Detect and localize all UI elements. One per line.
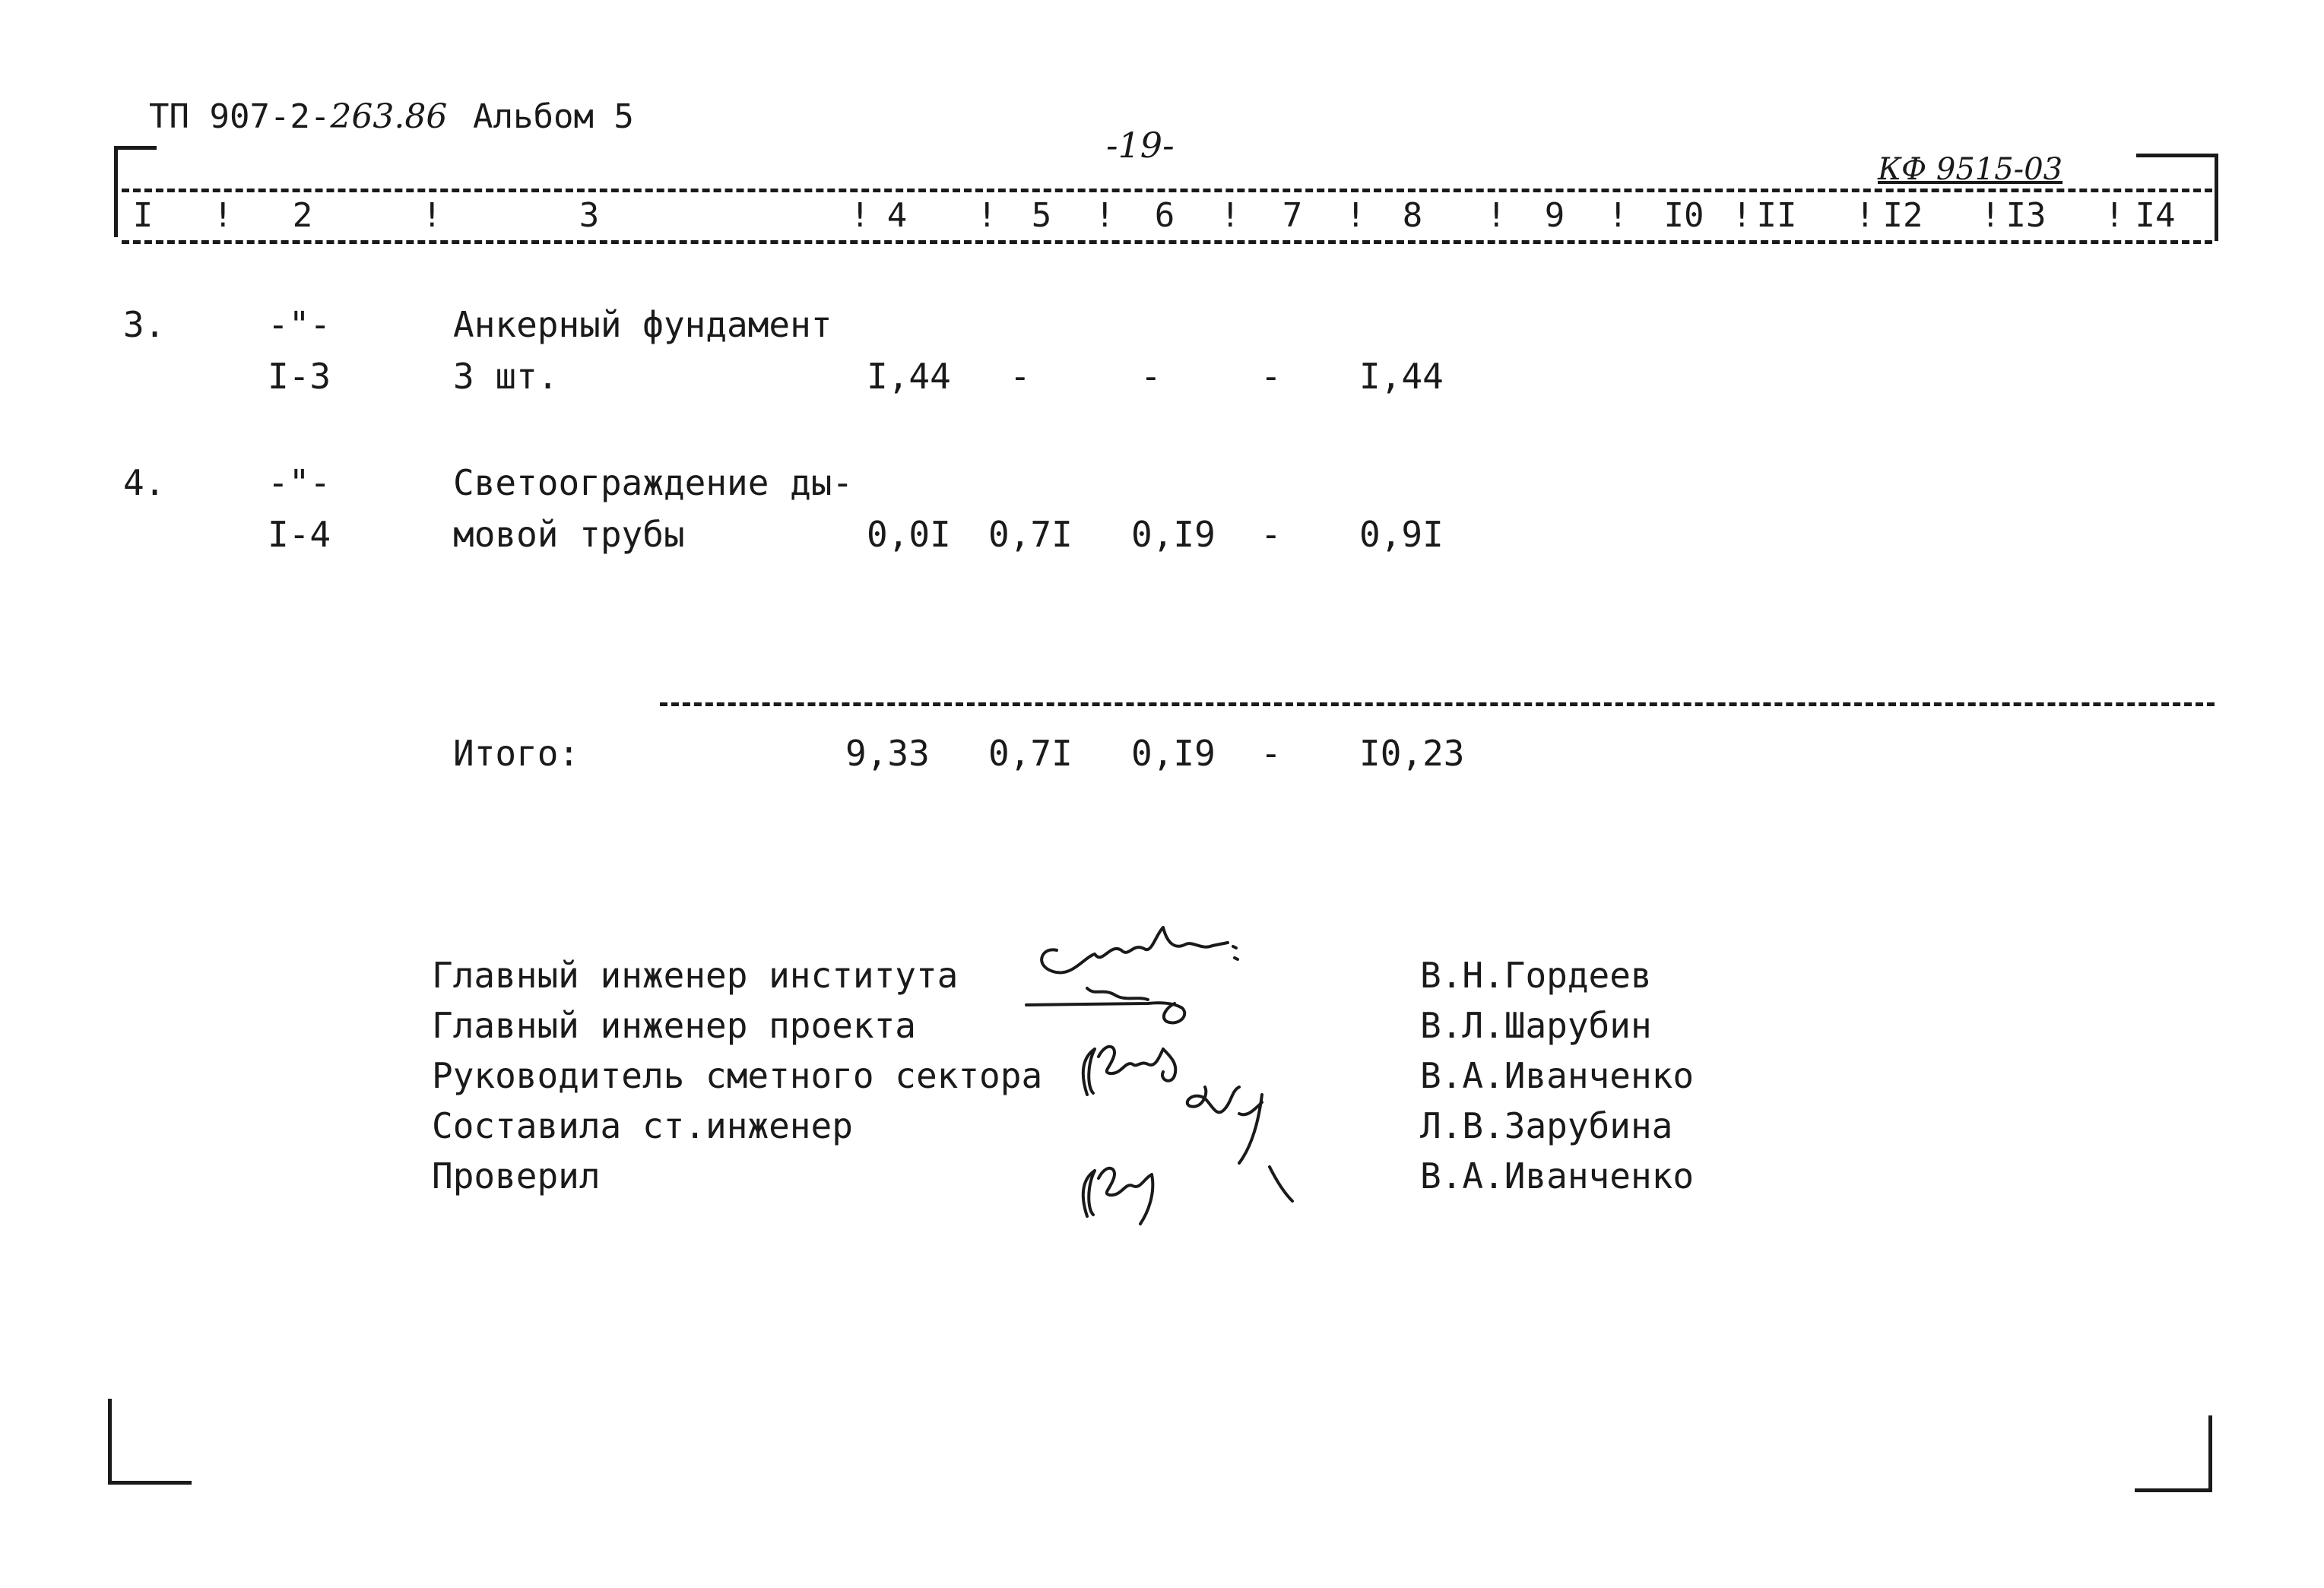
column-separator: ! (422, 196, 442, 235)
signer-role: Проверил (432, 1155, 601, 1197)
total-label: Итого: (453, 733, 580, 774)
frame-bottom-right-horizontal (2135, 1488, 2212, 1492)
column-header: I (132, 196, 154, 235)
signer-name: Л.В.Зарубина (1420, 1105, 1673, 1146)
column-header: 8 (1402, 196, 1423, 235)
column-header: 9 (1544, 196, 1565, 235)
row-description-line2: мовой трубы (453, 514, 685, 555)
cell-col6: - (1140, 356, 1162, 397)
sheet-code: КФ 9515-03 (1878, 152, 2063, 187)
column-separator: ! (1855, 196, 1875, 235)
cell-col4: 0,0I (867, 514, 951, 555)
document-code-handwritten: 263.86 (330, 97, 448, 136)
column-header: II (1756, 196, 1797, 235)
signer-role: Главный инженер проекта (432, 1005, 916, 1046)
cell-col7: - (1260, 514, 1282, 555)
column-separator: ! (1346, 196, 1366, 235)
column-header: I3 (2005, 196, 2047, 235)
total-col7: - (1260, 733, 1282, 774)
column-header: 7 (1282, 196, 1303, 235)
column-separator: ! (1732, 196, 1752, 235)
signer-role: Составила ст.инженер (432, 1105, 853, 1146)
column-separator: ! (213, 196, 233, 235)
frame-bottom-left-vertical (108, 1399, 112, 1484)
cell-col6: 0,I9 (1131, 514, 1216, 555)
cell-col8: 0,9I (1359, 514, 1444, 555)
row-ref: I-4 (268, 514, 331, 555)
column-header: 4 (886, 196, 908, 235)
document-code (149, 97, 447, 136)
frame-bottom-left-horizontal (108, 1481, 192, 1485)
signer-name: В.Н.Гордеев (1420, 955, 1652, 996)
cell-col4: I,44 (867, 356, 951, 397)
column-separator: ! (2104, 196, 2125, 235)
row-number: 4. (123, 462, 166, 503)
total-col8: I0,23 (1359, 733, 1465, 774)
cell-col5: - (1010, 356, 1031, 397)
row-description-line1: Светоограждение ды- (453, 462, 854, 503)
cell-col8: I,44 (1359, 356, 1444, 397)
row-description-line1: Анкерный фундамент (453, 304, 832, 345)
row-ref-ditto: -"- (268, 462, 331, 503)
row-description-line2: 3 шт. (453, 356, 559, 397)
signer-name: В.А.Иванченко (1420, 1055, 1695, 1096)
album-label: Альбом 5 (473, 97, 634, 136)
total-col6: 0,I9 (1131, 733, 1216, 774)
signer-name: В.А.Иванченко (1420, 1155, 1695, 1197)
column-separator: ! (1980, 196, 2001, 235)
signer-name: В.Л.Шарубин (1420, 1005, 1652, 1046)
column-separator: ! (1608, 196, 1628, 235)
row-ref-ditto: -"- (268, 304, 331, 345)
row-number: 3. (123, 304, 166, 345)
frame-right-vertical (2215, 154, 2218, 241)
frame-left-vertical (114, 146, 118, 237)
column-header: 3 (579, 196, 600, 235)
column-header: 5 (1031, 196, 1052, 235)
header-dashed-bottom (122, 240, 2212, 244)
page-number: -19- (1106, 125, 1175, 166)
column-separator: ! (1220, 196, 1241, 235)
total-dashed-separator (660, 702, 2215, 706)
cell-col7: - (1260, 356, 1282, 397)
column-header: I0 (1663, 196, 1704, 235)
column-header: 2 (292, 196, 313, 235)
column-separator: ! (1095, 196, 1115, 235)
row-ref: I-3 (268, 356, 331, 397)
column-separator: ! (977, 196, 997, 235)
document-code-prefix: ТП 907-2- (149, 97, 331, 136)
frame-bottom-right-vertical (2208, 1415, 2212, 1491)
column-header: 6 (1154, 196, 1175, 235)
frame-left-top (114, 146, 157, 150)
column-separator: ! (850, 196, 870, 235)
total-col5: 0,7I (988, 733, 1073, 774)
signer-role: Главный инженер института (432, 955, 959, 996)
column-header: I2 (1882, 196, 1923, 235)
frame-right-top (2136, 154, 2218, 157)
signer-role: Руководитель сметного сектора (432, 1055, 1043, 1096)
handwritten-signatures (1011, 912, 1330, 1231)
header-dashed-top (122, 189, 2212, 192)
cell-col5: 0,7I (988, 514, 1073, 555)
column-header: I4 (2135, 196, 2176, 235)
total-col4: 9,33 (845, 733, 930, 774)
column-separator: ! (1486, 196, 1507, 235)
